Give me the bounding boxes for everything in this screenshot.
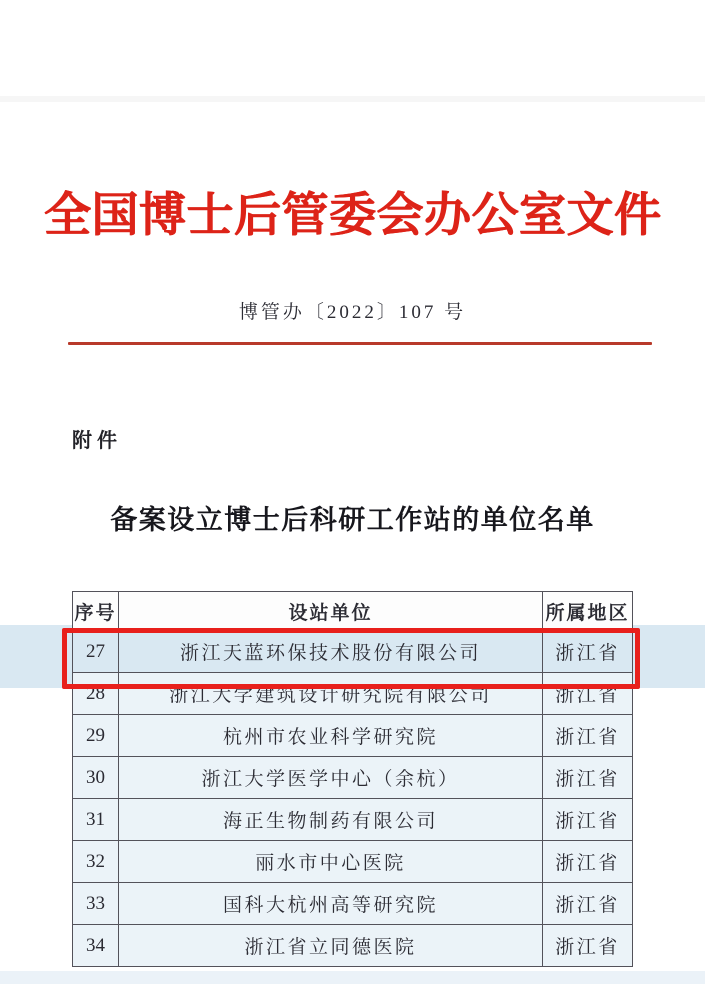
table-row-highlighted (73, 631, 633, 673)
col-header-no: 序号 (73, 592, 119, 631)
region-cell: 浙江省 (543, 799, 633, 841)
table-row (73, 673, 633, 715)
row-no-cell: 32 (73, 841, 119, 883)
units-table (72, 591, 633, 967)
scan-artifact-bottom-band (0, 971, 705, 984)
row-no-cell: 30 (73, 757, 119, 799)
doc-header-title: 全国博士后管委会办公室文件 (43, 190, 662, 242)
region-cell: 浙江省 (543, 883, 633, 925)
table-row (73, 925, 633, 967)
col-header-unit: 设站单位 (119, 592, 543, 631)
unit-name-cell: 浙江大学建筑设计研究院有限公司 (119, 673, 543, 715)
region-cell: 浙江省 (543, 757, 633, 799)
row-no-cell: 31 (73, 799, 119, 841)
unit-name-cell: 浙江天蓝环保技术股份有限公司 (119, 631, 543, 673)
table-row (73, 841, 633, 883)
unit-name-cell: 海正生物制药有限公司 (119, 799, 543, 841)
unit-name-cell: 丽水市中心医院 (119, 841, 543, 883)
scan-artifact-streak (0, 96, 705, 102)
region-cell: 浙江省 (543, 925, 633, 967)
table-row (73, 883, 633, 925)
region-cell: 浙江省 (543, 715, 633, 757)
list-title: 备案设立博士后科研工作站的单位名单 (110, 505, 595, 535)
unit-name-cell: 浙江大学医学中心（余杭） (119, 757, 543, 799)
red-separator-line (68, 342, 652, 345)
region-cell: 浙江省 (543, 673, 633, 715)
row-no-cell: 28 (73, 673, 119, 715)
row-no-cell: 27 (73, 631, 119, 673)
row-no-cell: 33 (73, 883, 119, 925)
table-row (73, 715, 633, 757)
row-no-cell: 34 (73, 925, 119, 967)
table-row (73, 799, 633, 841)
unit-name-cell: 杭州市农业科学研究院 (119, 715, 543, 757)
doc-number: 博管办〔2022〕107 号 (238, 302, 467, 323)
attachment-label: 附件 (72, 430, 122, 452)
region-cell: 浙江省 (543, 631, 633, 673)
table-header-row (73, 592, 633, 631)
table-row (73, 757, 633, 799)
region-cell: 浙江省 (543, 841, 633, 883)
col-header-region: 所属地区 (543, 592, 633, 631)
unit-name-cell: 浙江省立同德医院 (119, 925, 543, 967)
unit-name-cell: 国科大杭州高等研究院 (119, 883, 543, 925)
row-no-cell: 29 (73, 715, 119, 757)
